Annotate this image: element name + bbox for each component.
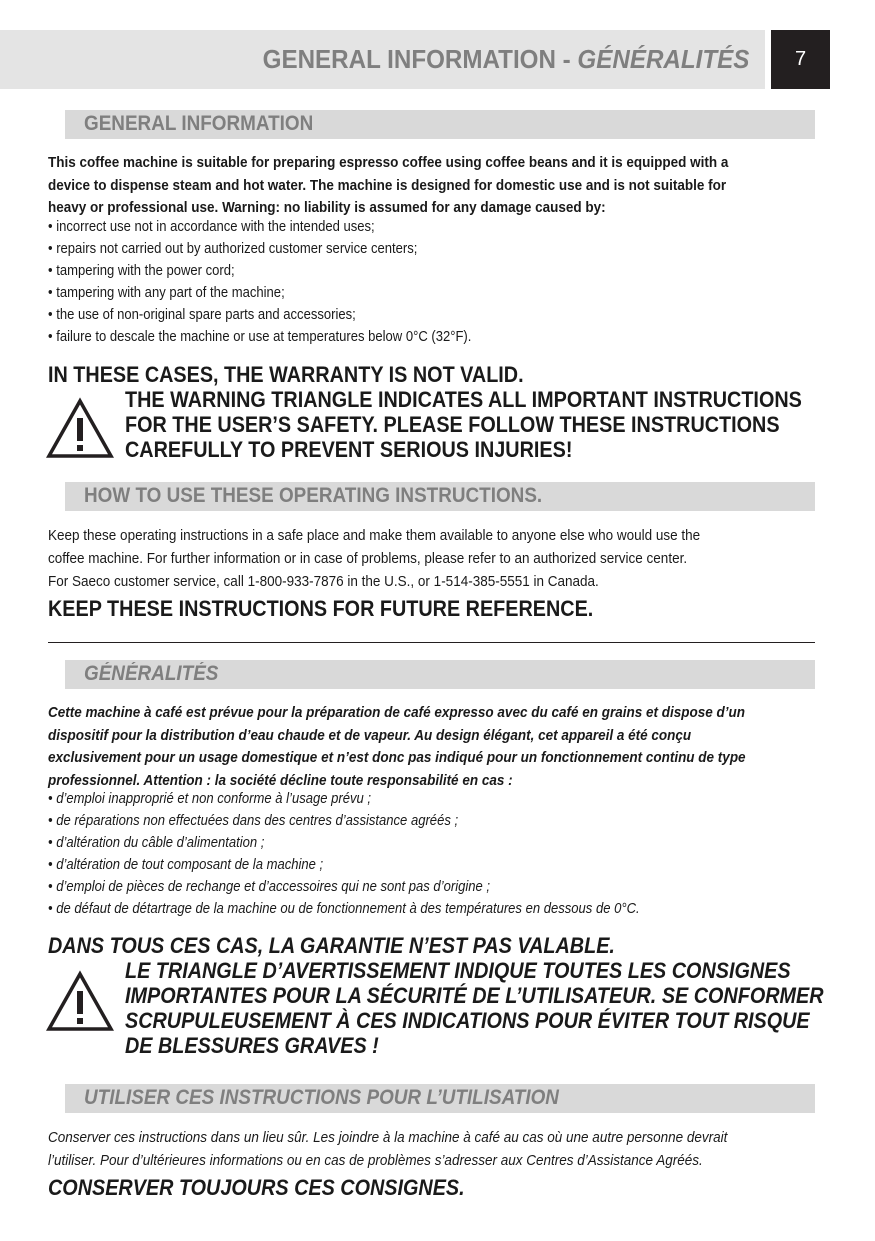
general-list <box>48 216 471 348</box>
warning-text-en: THE WARNING TRIANGLE INDICATES ALL IMPORTANT INSTRUCTIONS FOR THE USER’S SAFETY. PLEASE FOLLOW THESE INSTRUCTIONS CAREFULLY TO PREVENT SERIOUS INJURIES! <box>125 387 802 462</box>
text-line: Keep these operating instructions in a safe place and make them available to anyone else who would use the <box>48 527 701 544</box>
list-item: • d’emploi inapproprié et non conforme à l’usage prévu ; <box>48 788 640 810</box>
list-item: • incorrect use not in accordance with the intended uses; <box>48 216 471 238</box>
section-divider <box>48 642 815 643</box>
list-item: • d’emploi de pièces de rechange et d’accessoires qui ne sont pas d’origine ; <box>48 876 640 898</box>
warranty-notice-en: IN THESE CASES, THE WARRANTY IS NOT VALID. <box>48 362 524 387</box>
section-title-generalites: GÉNÉRALITÉS <box>84 662 219 685</box>
list-item: • repairs not carried out by authorized customer service centers; <box>48 238 471 260</box>
list-item: • tampering with any part of the machine; <box>48 282 471 304</box>
text-line: Conserver ces instructions dans un lieu sûr. Les joindre à la machine à café au cas où une autre personne devrait <box>48 1129 728 1146</box>
warranty-notice-fr: DANS TOUS CES CAS, LA GARANTIE N’EST PAS VALABLE. <box>48 933 615 958</box>
utiliser-text <box>48 1126 759 1172</box>
section-title-utiliser: UTILISER CES INSTRUCTIONS POUR L’UTILISATION <box>84 1086 559 1109</box>
generalites-list <box>48 788 640 920</box>
list-item: • the use of non-original spare parts and accessories; <box>48 304 471 326</box>
text-line: For Saeco customer service, call 1-800-933-7876 in the U.S., or 1-514-385-5551 in Canada. <box>48 573 599 590</box>
warning-triangle-icon <box>46 397 114 459</box>
how-to-use-text <box>48 524 759 593</box>
text-line: coffee machine. For further information or in case of problems, please refer to an authorized service center. <box>48 550 688 567</box>
section-title-how-to-use: HOW TO USE THESE OPERATING INSTRUCTIONS. <box>84 484 543 507</box>
list-item: • failure to descale the machine or use at temperatures below 0°C (32°F). <box>48 326 471 348</box>
page-number: 7 <box>771 30 830 89</box>
warning-triangle-icon <box>46 970 114 1032</box>
list-item: • de défaut de détartrage de la machine ou de fonctionnement à des températures en dessous de 0°C. <box>48 898 640 920</box>
page-title <box>262 44 749 75</box>
section-title-general: GENERAL INFORMATION <box>84 112 314 135</box>
warning-text-fr: LE TRIANGLE D’AVERTISSEMENT INDIQUE TOUTES LES CONSIGNES IMPORTANTES POUR LA SÉCURITÉ DE L’UTILISATEUR. SE CONFORMER SCRUPULEUSEMENT À CES INDICATIONS POUR ÉVITER TOUT RISQUE DE BLESSURES GRAVES ! <box>125 958 824 1058</box>
keep-instructions-fr: CONSERVER TOUJOURS CES CONSIGNES. <box>48 1175 465 1200</box>
keep-instructions-en: KEEP THESE INSTRUCTIONS FOR FUTURE REFERENCE. <box>48 596 594 621</box>
list-item: • d’altération du câble d’alimentation ; <box>48 832 640 854</box>
list-item: • d’altération de tout composant de la machine ; <box>48 854 640 876</box>
text-line: l’utiliser. Pour d’ultérieures informations ou en cas de problèmes s’adresser aux Centres d’Assistance Agréés. <box>48 1152 703 1169</box>
generalites-intro: Cette machine à café est prévue pour la préparation de café expresso avec du café en grains et dispose d’un dispositif pour la distribution d’eau chaude et de vapeur. Au design élégant, cet appareil a été conçu exclusivement pour un usage domestique et n’est donc pas indiqué pour un fonctionnement continu de type professionnel. Attention : la société décline toute responsabilité en cas : <box>48 704 746 789</box>
list-item: • de réparations non effectuées dans des centres d’assistance agréés ; <box>48 810 640 832</box>
list-item: • tampering with the power cord; <box>48 260 471 282</box>
page-title-fr: GÉNÉRALITÉS <box>577 44 749 74</box>
page-title-en: GENERAL INFORMATION - <box>262 44 578 74</box>
general-intro: This coffee machine is suitable for preparing espresso coffee using coffee beans and it is equipped with a device to dispense steam and hot water. The machine is designed for domestic use and is not suitable for heavy or professional use. Warning: no liability is assumed for any damage caused by: <box>48 154 729 216</box>
